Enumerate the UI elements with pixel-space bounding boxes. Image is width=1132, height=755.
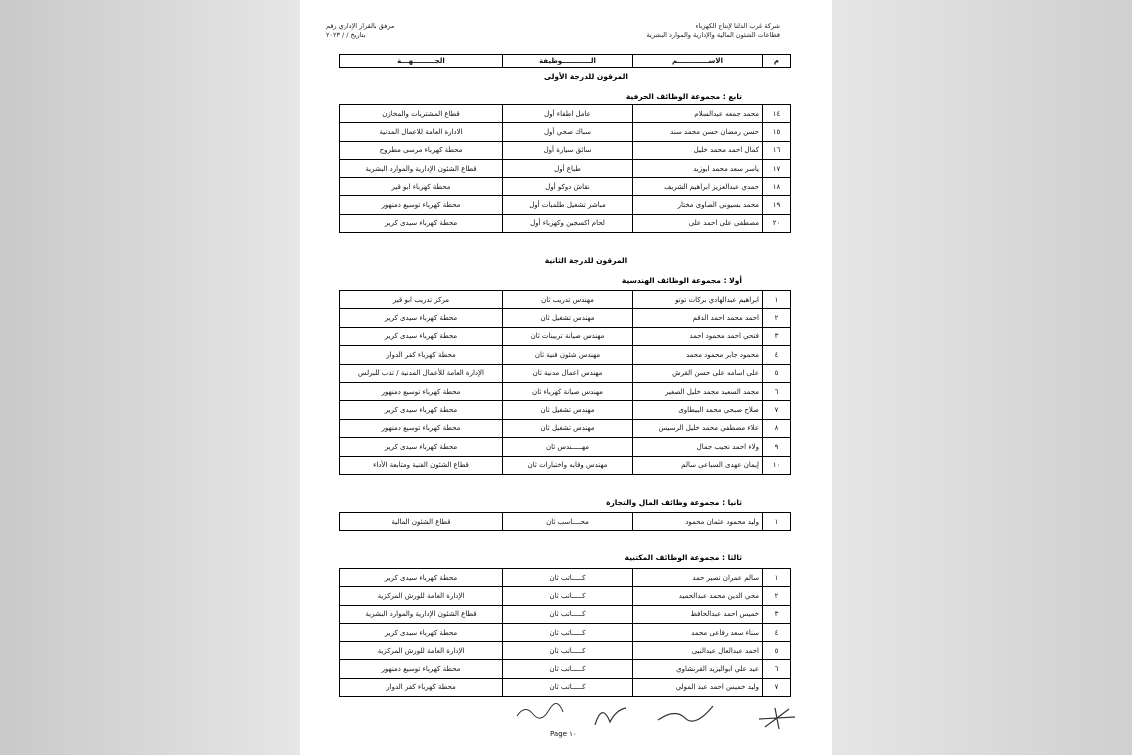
department: مركز تدريب ابو قير xyxy=(340,291,503,309)
table-row xyxy=(340,513,791,531)
employee-name: محمود جابر محمود محمد xyxy=(633,346,763,364)
department: قطاع الشئون الإدارية والموارد البشرية xyxy=(340,605,503,623)
table-row xyxy=(340,123,791,141)
employee-name: وليد محمود عثمان محمود xyxy=(633,513,763,531)
employee-table xyxy=(339,104,791,233)
section-subtitle: أولا : مجموعة الوظائف الهندسية xyxy=(621,276,742,285)
table-row xyxy=(340,141,791,159)
col-name-header: الاســـــــــــــم xyxy=(633,55,763,68)
signature-4 xyxy=(755,705,800,735)
employee-name: سناء سعد رفاعى محمد xyxy=(633,623,763,641)
employee-name: علاء مصطفي محمد خليل الرسيس xyxy=(633,419,763,437)
employee-name: إيمان عهدى السباعى سالم xyxy=(633,456,763,474)
job-title: مباشر تشغيل طلمبات أول xyxy=(503,196,633,214)
job-title: لحام اكسجين وكهرباء أول xyxy=(503,214,633,232)
department: الإدارة العامة للورش المركزية xyxy=(340,642,503,660)
background-right xyxy=(832,0,1132,755)
job-title: كـــــاتب ثان xyxy=(503,623,633,641)
decision-reference xyxy=(326,22,406,40)
job-title: مهندس تشغيل ثان xyxy=(503,401,633,419)
row-number: ٩ xyxy=(763,438,791,456)
table-row xyxy=(340,291,791,309)
column-header-row xyxy=(340,55,791,68)
section-subtitle: تابع : مجموعة الوظائف الحرفية xyxy=(625,92,742,101)
company-name: شركة غرب الدلتا لإنتاج الكهرباء xyxy=(695,22,780,30)
table-row xyxy=(340,346,791,364)
job-title: طباع أول xyxy=(503,159,633,177)
job-title: كـــــاتب ثان xyxy=(503,605,633,623)
employee-name: ابراهيم عبدالهادي بركات توتو xyxy=(633,291,763,309)
job-title: كـــــاتب ثان xyxy=(503,569,633,587)
job-title: مهـــــندس ثان xyxy=(503,438,633,456)
table-row xyxy=(340,419,791,437)
row-number: ٧ xyxy=(763,678,791,696)
company-header xyxy=(647,22,780,40)
job-title: كـــــاتب ثان xyxy=(503,678,633,696)
row-number: ٦ xyxy=(763,660,791,678)
department: محطة كهرباء سيدى كرير xyxy=(340,623,503,641)
department: محطة كهرباء توسيع دمنهور xyxy=(340,196,503,214)
department: محطة كهرباء كفر الدوار xyxy=(340,346,503,364)
signature-1 xyxy=(515,700,565,726)
row-number: ٢ xyxy=(763,587,791,605)
employee-name: حمدي عبدالعزيز ابراهيم الشريف xyxy=(633,178,763,196)
employee-table xyxy=(339,290,791,475)
job-title: كـــــاتب ثان xyxy=(503,642,633,660)
employee-name: ولاء احمد نجيب جمال xyxy=(633,438,763,456)
employee-name: فتحي احمد محمود احمد xyxy=(633,327,763,345)
column-header-table xyxy=(339,54,791,68)
row-number: ٥ xyxy=(763,364,791,382)
signature-2 xyxy=(590,700,630,734)
row-number: ٨ xyxy=(763,419,791,437)
signature-3 xyxy=(655,700,715,730)
employee-name: محمد السعيد محمد خليل الصغير xyxy=(633,382,763,400)
department: محطة كهرباء توسيع دمنهور xyxy=(340,382,503,400)
employee-name: مصطفى على احمد على xyxy=(633,214,763,232)
employee-name: على اسامه على حسن القرش xyxy=(633,364,763,382)
job-title: محــــاسب ثان xyxy=(503,513,633,531)
job-title: مهندس صيانة كهرباء ثان xyxy=(503,382,633,400)
row-number: ١٧ xyxy=(763,159,791,177)
row-number: ٣ xyxy=(763,605,791,623)
row-number: ٢ xyxy=(763,309,791,327)
table-row xyxy=(340,364,791,382)
department: محطة كهرباء سيدى كرير xyxy=(340,309,503,327)
employee-name: كمال احمد محمد خليل xyxy=(633,141,763,159)
department: محطة كهرباء سيدى كرير xyxy=(340,438,503,456)
employee-name: صلاح صبحي محمد البيطاوى xyxy=(633,401,763,419)
job-title: مهندس اعمال مدنية ثان xyxy=(503,364,633,382)
table-row xyxy=(340,456,791,474)
department: محطة كهرباء سيدى كرير xyxy=(340,327,503,345)
department: محطة كهرباء توسيع دمنهور xyxy=(340,660,503,678)
employee-name: محي الدين محمد عبدالحميد xyxy=(633,587,763,605)
department: الإدارة العامة للأعمال المدنية / تدب للبرلس xyxy=(340,364,503,382)
table-row xyxy=(340,587,791,605)
job-title: مهندس تشغيل ثان xyxy=(503,419,633,437)
employee-name: ياسر سعد محمد ابوزيد xyxy=(633,159,763,177)
row-number: ١٦ xyxy=(763,141,791,159)
section-subtitle: ثانيا : مجموعة وظائف المال والتجارة xyxy=(606,498,742,507)
job-title: مهندس تدريب ثان xyxy=(503,291,633,309)
employee-name: محمد جمعه عبدالسلام xyxy=(633,105,763,123)
table-row xyxy=(340,214,791,232)
employee-table xyxy=(339,568,791,697)
job-title: نقاش دوكو أول xyxy=(503,178,633,196)
table-row xyxy=(340,678,791,696)
job-title: مهندس صيانة تربينات ثان xyxy=(503,327,633,345)
row-number: ٥ xyxy=(763,642,791,660)
table-row xyxy=(340,196,791,214)
table-row xyxy=(340,438,791,456)
row-number: ٧ xyxy=(763,401,791,419)
table-row xyxy=(340,327,791,345)
department: الادارة العامة للاعمال المدنية xyxy=(340,123,503,141)
department: قطاع الشئون الفنية ومتابعة الأداء xyxy=(340,456,503,474)
background-left xyxy=(0,0,300,755)
department: محطة كهرباء مرسى مطروح xyxy=(340,141,503,159)
department: قطاع المشتريات والمخازن xyxy=(340,105,503,123)
job-title: سائق سيارة أول xyxy=(503,141,633,159)
row-number: ١٨ xyxy=(763,178,791,196)
employee-table xyxy=(339,512,791,531)
job-title: عامل اطفاء أول xyxy=(503,105,633,123)
department: محطة كهرباء كفر الدوار xyxy=(340,678,503,696)
table-row xyxy=(340,569,791,587)
job-title: سباك صحي أول xyxy=(503,123,633,141)
table-row xyxy=(340,605,791,623)
section-title: المرقون للدرجة الثانية xyxy=(544,256,628,265)
job-title: كـــــاتب ثان xyxy=(503,587,633,605)
row-number: ٤ xyxy=(763,623,791,641)
decision-date: بتاريخ / / ٢٠٢٣ xyxy=(326,31,366,39)
table-row xyxy=(340,178,791,196)
employee-name: سالم عمران نصير حمد xyxy=(633,569,763,587)
department: محطة كهرباء ابو قير xyxy=(340,178,503,196)
department: الإدارة العامة للورش المركزية xyxy=(340,587,503,605)
department: محطة كهرباء توسيع دمنهور xyxy=(340,419,503,437)
job-title: كـــــاتب ثان xyxy=(503,660,633,678)
department: محطة كهرباء سيدى كرير xyxy=(340,569,503,587)
table-row xyxy=(340,623,791,641)
employee-name: محمد بسيوني الصاوى مختار xyxy=(633,196,763,214)
table-row xyxy=(340,159,791,177)
row-number: ١٤ xyxy=(763,105,791,123)
row-number: ٣ xyxy=(763,327,791,345)
document-page xyxy=(300,0,832,755)
employee-name: وليد خميس احمد عبد المولي xyxy=(633,678,763,696)
department: محطة كهرباء سيدى كرير xyxy=(340,214,503,232)
table-row xyxy=(340,401,791,419)
employee-name: حسن رمضان حسن محمد سند xyxy=(633,123,763,141)
row-number: ١ xyxy=(763,569,791,587)
row-number: ١ xyxy=(763,513,791,531)
col-num-header: م xyxy=(763,55,791,68)
section-title: المرقون للدرجة الأولى xyxy=(543,72,629,81)
section-subtitle: ثالثا : مجموعة الوظائف المكتبية xyxy=(624,553,742,562)
table-row xyxy=(340,309,791,327)
employee-name: عيد علي ابواليزيد القرنشاوي xyxy=(633,660,763,678)
job-title: مهندس وقايه واختبارات ثان xyxy=(503,456,633,474)
row-number: ١٠ xyxy=(763,456,791,474)
table-row xyxy=(340,642,791,660)
table-row xyxy=(340,382,791,400)
job-title: مهندس تشغيل ثان xyxy=(503,309,633,327)
company-sector: قطاعات الشئون المالية والإدارية والموارد البشرية xyxy=(646,31,780,39)
job-title: مهندس شئون فنية ثان xyxy=(503,346,633,364)
table-row xyxy=(340,660,791,678)
col-job-header: الــــــــــــوظيفة xyxy=(503,55,633,68)
row-number: ١٩ xyxy=(763,196,791,214)
row-number: ١٥ xyxy=(763,123,791,141)
table-row xyxy=(340,105,791,123)
employee-name: احمد عبدالعال عبدالنبى xyxy=(633,642,763,660)
employee-name: احمد محمد احمد الدقم xyxy=(633,309,763,327)
decision-number: مرفق بالقرار الإداري رقم xyxy=(326,22,395,30)
employee-name: خميس احمد عبدالحافظ xyxy=(633,605,763,623)
row-number: ٦ xyxy=(763,382,791,400)
department: قطاع الشئون الإدارية والموارد البشرية xyxy=(340,159,503,177)
row-number: ٤ xyxy=(763,346,791,364)
row-number: ١ xyxy=(763,291,791,309)
row-number: ٢٠ xyxy=(763,214,791,232)
col-dept-header: الجـــــــــهـــة xyxy=(340,55,503,68)
page-number: Page ١٠ xyxy=(550,730,577,738)
department: قطاع الشئون المالية xyxy=(340,513,503,531)
department: محطة كهرباء سيدى كرير xyxy=(340,401,503,419)
